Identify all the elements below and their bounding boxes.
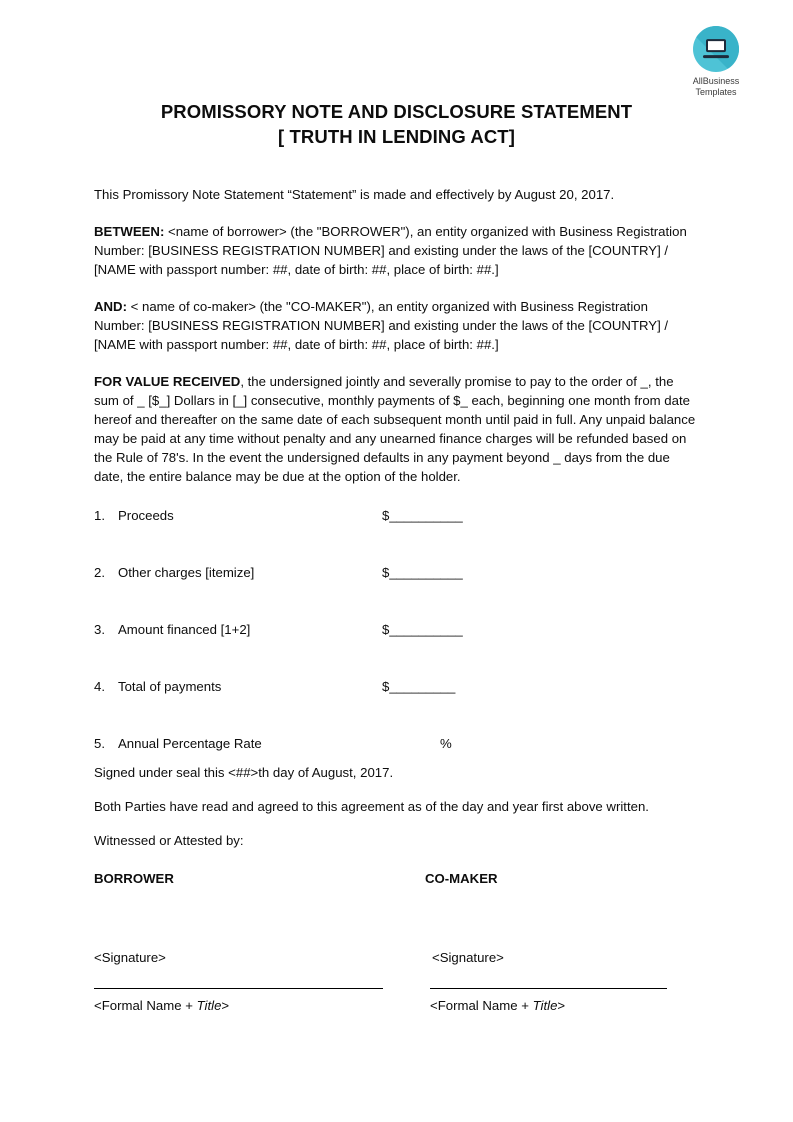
borrower-signature-line [94, 988, 383, 989]
closing-statements [94, 763, 698, 865]
item-number: 2. [94, 565, 105, 580]
disclosure-item-row [94, 563, 698, 620]
disclosure-item-row [94, 734, 698, 764]
comaker-signature-line [430, 988, 667, 989]
borrower-signature-field[interactable]: <Signature> [94, 950, 166, 965]
signature-headings [94, 871, 698, 886]
logo-text-line1: AllBusiness [692, 76, 740, 86]
item-label: Annual Percentage Rate [118, 736, 262, 751]
signature-placeholders [94, 950, 698, 965]
item-number: 4. [94, 679, 105, 694]
allbusiness-templates-logo [676, 26, 756, 98]
page-title [0, 99, 793, 149]
item-number: 3. [94, 622, 105, 637]
disclosure-item-row [94, 620, 698, 677]
between-label: BETWEEN: [94, 224, 165, 239]
borrower-heading: BORROWER [94, 871, 174, 886]
item-label: Total of payments [118, 679, 222, 694]
item-number: 5. [94, 736, 105, 751]
formal-prefix: <Formal Name + [430, 998, 533, 1013]
item-value-blank[interactable]: $__________ [382, 622, 463, 637]
laptop-base [703, 55, 729, 58]
witnessed-line: Witnessed or Attested by: [94, 833, 244, 848]
comaker-heading: CO-MAKER [425, 871, 498, 886]
comaker-formal-name-caption [430, 998, 565, 1013]
formal-title-word: Title [196, 998, 222, 1013]
formal-title-word: Title [532, 998, 558, 1013]
disclosure-items-list [94, 506, 698, 764]
item-label: Amount financed [1+2] [118, 622, 251, 637]
formal-suffix: > [221, 998, 230, 1013]
laptop-screen [706, 39, 726, 52]
intro-paragraph: This Promissory Note Statement “Statement” is made and effectively by August 20, 2017. [94, 187, 615, 202]
logo-circle-icon [693, 26, 739, 72]
item-label: Other charges [itemize] [118, 565, 255, 580]
title-line-1: PROMISSORY NOTE AND DISCLOSURE STATEMENT [160, 101, 633, 122]
logo-text [676, 76, 756, 98]
value-received-paragraph [94, 372, 698, 486]
item-value-blank[interactable]: $__________ [382, 565, 463, 580]
between-paragraph [94, 222, 698, 279]
disclosure-item-row [94, 677, 698, 734]
item-label: Proceeds [118, 508, 174, 523]
logo-text-line2: Templates [695, 87, 737, 97]
between-text: <name of borrower> (the "BORROWER"), an entity organized with Business Registration Number: [BUSINESS REGISTRATION NUMBER] and existing under the laws of the [COUNTRY] / [NAME with passport number: ##, date of birth: ##, place of birth: ##.] [94, 224, 687, 277]
both-parties-line: Both Parties have read and agreed to this agreement as of the day and year first above written. [94, 799, 649, 814]
item-number: 1. [94, 508, 105, 523]
and-label: AND: [94, 299, 127, 314]
item-value-blank[interactable]: $_________ [382, 679, 456, 694]
disclosure-item-row [94, 506, 698, 563]
and-paragraph [94, 297, 698, 354]
borrower-formal-name-caption [94, 998, 229, 1013]
item-value-blank[interactable]: $__________ [382, 508, 463, 523]
document-body [94, 185, 698, 504]
value-received-text: , the undersigned jointly and severally promise to pay to the order of _, the sum of _ [$_] Dollars in [_] consecutive, monthly payments of $_ each, beginning one month from date hereof and thereafter on the same date of each subsequent month until paid in full. Any unpaid balance may be paid at any time without penalty and any unearned finance charges will be refunded based on the Rule of 78's. In the event the undersigned defaults in any payment beyond _ days from the due date, the entire balance may be due at the option of the holder. [94, 374, 696, 484]
laptop-icon [703, 39, 729, 58]
signed-under-seal-line: Signed under seal this <##>th day of August, 2017. [94, 765, 394, 780]
title-line-2: [ TRUTH IN LENDING ACT] [278, 126, 515, 147]
item-value-percent[interactable]: % [440, 736, 452, 751]
formal-prefix: <Formal Name + [94, 998, 197, 1013]
and-text: < name of co-maker> (the "CO-MAKER"), an entity organized with Business Registration Number: [BUSINESS REGISTRATION NUMBER] and existing under the laws of the [COUNTRY] / [NAME with passport number: ##, date of birth: ##, place of birth: ##.] [94, 299, 669, 352]
value-received-label: FOR VALUE RECEIVED [94, 374, 241, 389]
comaker-signature-field[interactable]: <Signature> [432, 950, 504, 965]
formal-suffix: > [557, 998, 566, 1013]
formal-name-captions [94, 998, 698, 1013]
